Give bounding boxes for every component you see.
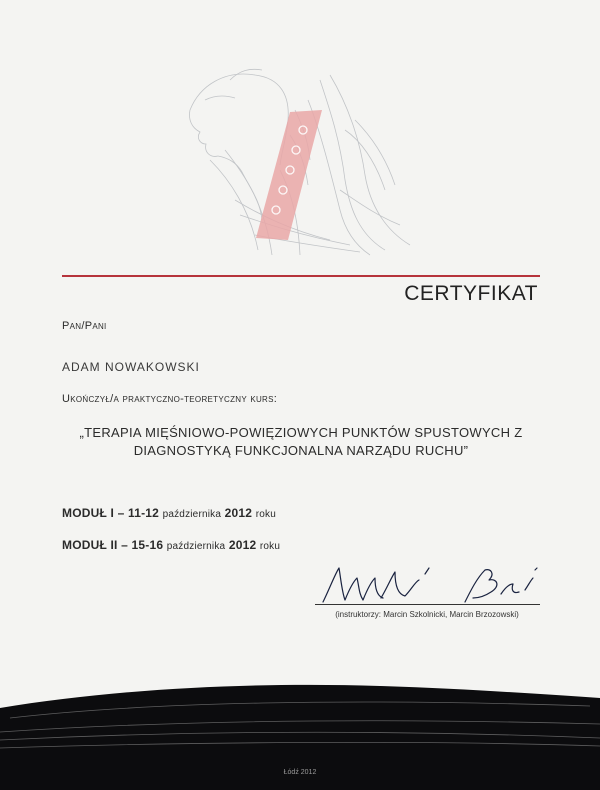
signature-line [315, 604, 540, 605]
salutation: Pan/Pani [62, 320, 107, 332]
module-2 [62, 538, 280, 552]
module-1-suffix: roku [255, 509, 276, 520]
instructors-caption: (instruktorzy: Marcin Szkolnicki, Marcin Brzozowski) [335, 610, 519, 619]
module-1-prefix: MODUŁ I – 11-12 [62, 506, 163, 520]
instructor-signatures [315, 560, 550, 610]
module-2-suffix: roku [259, 541, 281, 552]
course-intro: Ukończył/a praktyczno-teoretyczny kurs: [62, 393, 278, 405]
neck-muscle-illustration [170, 40, 420, 265]
title-rule [62, 275, 540, 277]
module-1 [62, 506, 276, 520]
module-1-month: października [162, 509, 222, 520]
module-2-prefix: MODUŁ II – 15-16 [62, 538, 167, 552]
course-title-line-2: DIAGNOSTYKĄ FUNKCJONALNA NARZĄDU RUCHU” [133, 443, 469, 458]
course-title-line-1: „TERAPIA MIĘŚNIOWO-POWIĘZIOWYCH PUNKTÓW SPUSTOWYCH Z [79, 425, 523, 440]
module-2-year: 2012 [225, 538, 260, 552]
module-1-year: 2012 [221, 506, 256, 520]
course-title [62, 424, 540, 460]
module-2-month: października [166, 541, 226, 552]
place-date: Łódź 2012 [283, 769, 317, 776]
certificate-title: CERTYFIKAT [404, 282, 538, 305]
recipient-name: ADAM NOWAKOWSKI [62, 360, 200, 374]
